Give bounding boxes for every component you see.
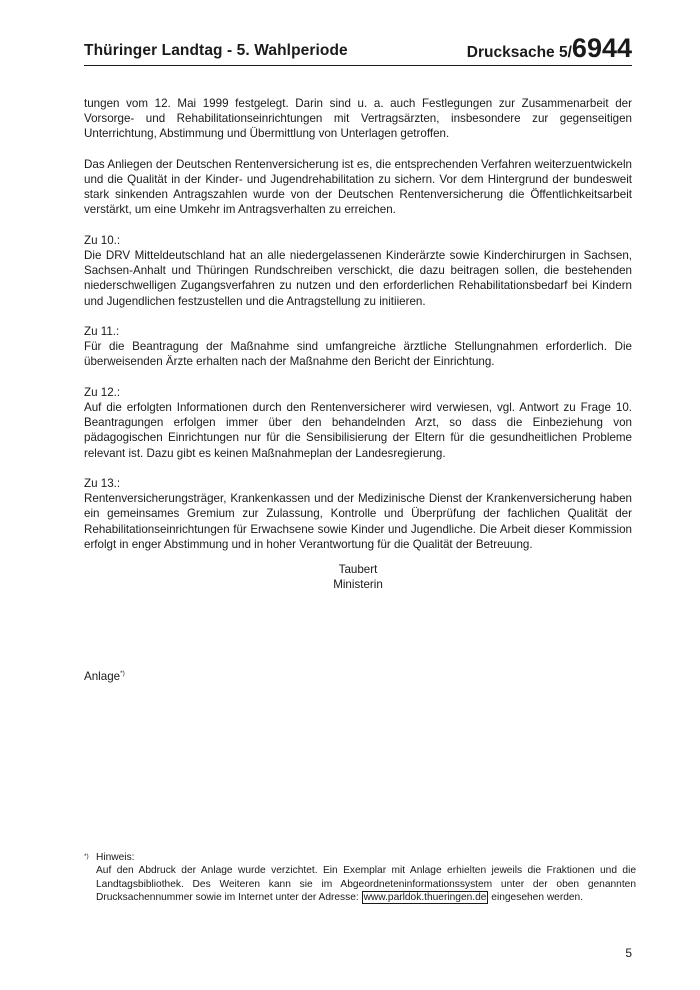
footnote-text-before-link: Auf den Abdruck der Anlage wurde verzichtet. Ein Exemplar mit Anlage erhielten jeweils die Fraktionen und die Landtagsbibliothek. Des Weiteren kann sie im Abgeordneteninformationssystem unter der oben genannten Drucksachennummer sowie im Internet unter der Adresse: (96, 865, 636, 904)
footnote-text (84, 864, 636, 904)
answer-11-text: Für die Beantragung der Maßnahme sind umfangreiche ärztliche Stellungnahmen erforderlich. Die überweisenden Ärzte erhalten nach der Maßnahme den Bericht der Einrichtung. (84, 340, 632, 369)
answer-12-text: Auf die erfolgten Informationen durch den Rentenversicherer wird verwiesen, vgl. Antwort zu Frage 10. Beantragungen erfolgen immer über den behandelnden Arzt, so dass die Einbeziehung von pädagogischen Einrichtungen nur für die Sensibilisierung der Eltern für die gesundheitlichen Probleme relevant ist. Dazu gibt es keinen Maßnahmeplan der Landesregierung. (84, 401, 632, 460)
answer-10-text: Die DRV Mitteldeutschland hat an alle niedergelassenen Kinderärzte sowie Kinderchirurgen in Sachsen, Sachsen-Anhalt und Thüringen Rundschreiben verschickt, die dazu beitragen sollen, die bestehenden niederschwelligen Zugangsverfahren zu nutzen und den erforderlichen Rehabilitationsbedarf bei Kindern und Jugendlichen festzustellen und die Antragstellung zu initiieren. (84, 249, 632, 308)
signature-block (84, 562, 632, 592)
page-header (84, 33, 632, 66)
drucksache-id (467, 35, 632, 62)
footnote (84, 851, 636, 905)
parliament-title: Thüringer Landtag - 5. Wahlperiode (84, 42, 348, 59)
attachment-label: Anlage (84, 670, 121, 683)
drucksache-prefix: Drucksache 5/ (466, 44, 572, 61)
footnote-text-after-link: eingesehen werden. (488, 892, 584, 904)
footnote-marker: *) (84, 853, 89, 860)
answer-13-heading: Zu 13.: (84, 477, 121, 490)
answer-13-text: Rentenversicherungsträger, Krankenkassen und der Medizinische Dienst der Krankenversicherung haben ein gemeinsames Gremium zur Zulassung, Kontrolle und Überprüfung der fachlichen Qualität der Rehabilitationseinrichtungen für Erwachsene sowie Kinder und Jugendliche. Die Arbeit dieser Kommission erfolgt in enger Abstimmung und in hoher Verantwortung für die Qualität der Betreuung. (84, 492, 632, 551)
footnote-label: Hinweis: (96, 852, 135, 863)
answer-12-heading: Zu 12.: (84, 385, 121, 399)
answer-10-heading: Zu 10.: (84, 233, 121, 247)
signatory-title: Ministerin (333, 578, 383, 592)
attachment-note (84, 669, 125, 684)
answer-11-heading: Zu 11.: (84, 325, 120, 338)
signatory-name: Taubert (338, 563, 378, 576)
parldok-link[interactable]: www.parldok.thueringen.de (363, 892, 487, 904)
paragraph-drv-intent: Das Anliegen der Deutschen Rentenversicherung ist es, die entsprechenden Verfahren weiterzuentwickeln und die Qualität in der Kinder- und Jugendrehabilitation zu sichern. Vor dem Hintergrund der bundesweit stark sinkenden Antragszahlen wurde von der Deutschen Rentenversicherung die Öffentlichkeitsarbeit verstärkt, um eine Umkehr im Antragsverhalten zu erreichen. (84, 157, 632, 217)
page-number: 5 (625, 946, 632, 960)
document-body (84, 96, 632, 567)
attachment-footnote-marker: *) (120, 670, 125, 677)
drucksache-number: 6944 (571, 33, 632, 63)
paragraph-continuation: tungen vom 12. Mai 1999 festgelegt. Darin sind u. a. auch Festlegungen zur Zusammenarbeit der Vorsorge- und Rehabilitationseinrichtungen mit Vertragsärzten, insbesondere zur gegenseitigen Unterrichtung, Abstimmung und Übermittlung von Unterlagen getroffen. (84, 97, 632, 141)
